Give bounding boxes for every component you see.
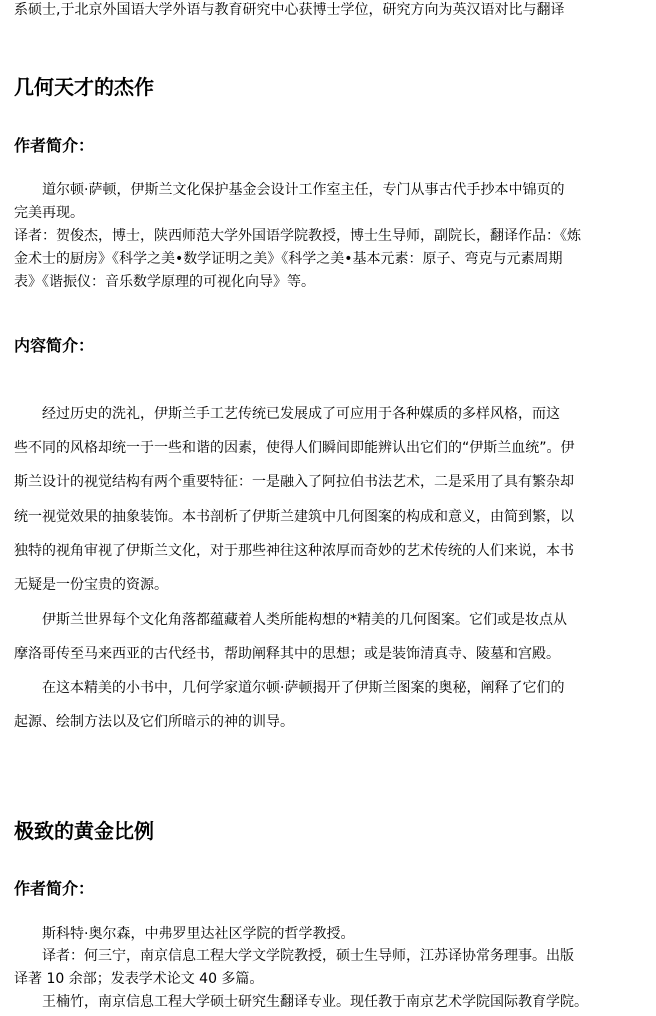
book1-author-line: 道尔顿·萨顿，伊斯兰文化保护基金会设计工作室主任，专门从事古代手抄本中锦页的: [42, 182, 565, 198]
book1-content-line: 无疑是一份宝贵的资源。: [14, 577, 168, 593]
book1-content-label: 内容简介：: [14, 336, 95, 355]
book1-content-line: 统一视觉效果的抽象装饰。本书剖析了伊斯兰建筑中几何图案的构成和意义，由简到繁，以: [14, 509, 574, 525]
book2-author-label: 作者简介：: [14, 879, 95, 898]
book1-author-label: 作者简介：: [14, 136, 95, 155]
intro-line: 系硕士,于北京外国语大学外语与教育研究中心获博士学位，研究方向为英汉语对比与翻译: [14, 2, 565, 18]
book1-title: 几何天才的杰作: [14, 75, 154, 99]
book1-content-line: 伊斯兰世界每个文化角落都蕴藏着人类所能构想的*精美的几何图案。它们或是妆点从: [42, 612, 567, 628]
book2-translator-line: 译著 10 余部；发表学术论文 40 多篇。: [14, 971, 264, 987]
book1-content-line: 摩洛哥传至马来西亚的古代经书，帮助阐释其中的思想；或是装饰清真寺、陵墓和宫殿。: [14, 646, 560, 662]
book2-author-line: 斯科特·奥尔森，中弗罗里达社区学院的哲学教授。: [42, 926, 355, 942]
book1-content-line: 独特的视角审视了伊斯兰文化，对于那些神往这种浓厚而奇妙的艺术传统的人们来说，本书: [14, 543, 574, 559]
book2-translator-line: 王楠竹，南京信息工程大学硕士研究生翻译专业。现任教于南京艺术学院国际教育学院。: [42, 994, 588, 1010]
book1-translator-line: 金术士的厨房》《科学之美•数学证明之美》《科学之美•基本元素：原子、弯克与元素周期: [14, 251, 563, 267]
book1-content-line: 经过历史的洗礼，伊斯兰手工艺传统已发展成了可应用于各种媒质的多样风格，而这: [42, 406, 560, 422]
book1-content-line: 起源、绘制方法以及它们所暗示的神的训导。: [14, 714, 294, 730]
book1-translator-line: 译者：贺俊杰，博士，陕西师范大学外国语学院教授，博士生导师，副院长，翻译作品：《炼: [14, 228, 581, 244]
book1-content-line: 斯兰设计的视觉结构有两个重要特征：一是融入了阿拉伯书法艺术，二是采用了具有繁杂却: [14, 474, 574, 490]
book1-translator-line: 表》《谐振仪：音乐数学原理的可视化向导》等。: [14, 274, 315, 290]
book1-author-line: 完美再现。: [14, 205, 84, 221]
book1-content-line: 在这本精美的小书中，几何学家道尔顿·萨顿揭开了伊斯兰图案的奥秘，阐释了它们的: [42, 680, 565, 696]
book1-content-line: 些不同的风格却统一于一些和谐的因素，使得人们瞬间即能辨认出它们的“伊斯兰血统”。伊: [14, 440, 575, 456]
book2-translator-line: 译者：何三宁，南京信息工程大学文学院教授，硕士生导师，江苏译协常务理事。出版: [42, 948, 574, 964]
book2-title: 极致的黄金比例: [14, 819, 154, 843]
